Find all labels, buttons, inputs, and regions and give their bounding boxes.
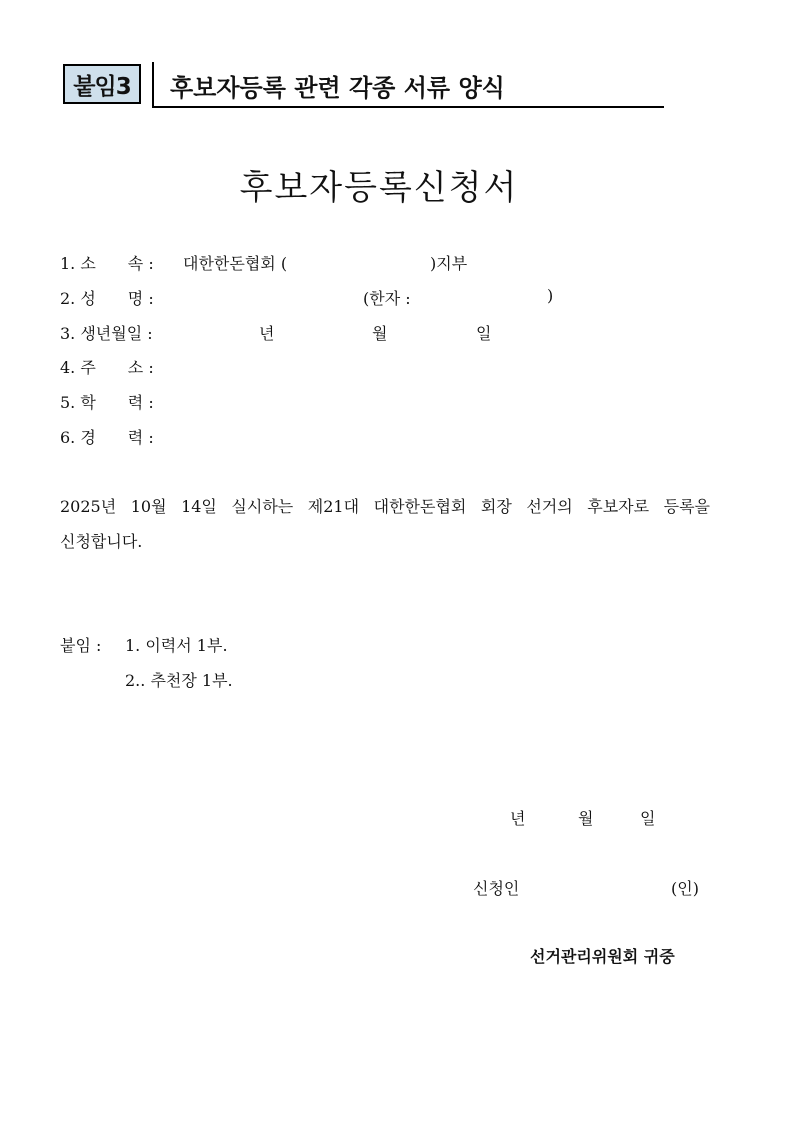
field-education-label: 5. 학 력 : <box>60 393 154 412</box>
header-divider <box>152 62 154 108</box>
field-name-hanja-close: ) <box>547 286 554 305</box>
recipient: 선거관리위원회 귀중 <box>530 947 675 966</box>
attachment-item: 1. 이력서 1부. <box>125 636 228 655</box>
header-title: 후보자등록 관련 각종 서류 양식 <box>170 74 505 102</box>
field-birth-label: 3. 생년월일 : <box>60 324 153 343</box>
statement-line-2: 신청합니다. <box>60 532 143 551</box>
attachments-label: 붙임 : <box>60 636 102 655</box>
field-affiliation-label: 1. 소 속 : <box>60 254 154 273</box>
seal-mark: (인) <box>671 879 699 898</box>
field-address-label: 4. 주 소 : <box>60 358 154 377</box>
field-name-hanja-open: (한자 : <box>363 289 411 308</box>
sign-date-day: 일 <box>640 809 656 828</box>
field-birth-year: 년 <box>259 324 275 343</box>
statement-line-1: 2025년 10월 14일 실시하는 제21대 대한한돈협회 회장 선거의 후보자로 등록을 <box>60 497 710 516</box>
applicant-label: 신청인 <box>473 879 520 898</box>
field-affiliation-suffix: )지부 <box>430 254 468 273</box>
sign-date-month: 월 <box>578 809 594 828</box>
document-title: 후보자등록신청서 <box>239 168 519 208</box>
sign-date-year: 년 <box>510 809 526 828</box>
field-birth-month: 월 <box>372 324 388 343</box>
header-underline <box>152 106 664 108</box>
attachment-badge: 붙임3 <box>63 64 141 104</box>
field-affiliation-prefix: 대한한돈협회 ( <box>183 254 288 273</box>
field-birth-day: 일 <box>476 324 492 343</box>
field-name-label: 2. 성 명 : <box>60 289 154 308</box>
field-career-label: 6. 경 력 : <box>60 428 154 447</box>
attachment-item: 2.. 추천장 1부. <box>125 671 233 690</box>
